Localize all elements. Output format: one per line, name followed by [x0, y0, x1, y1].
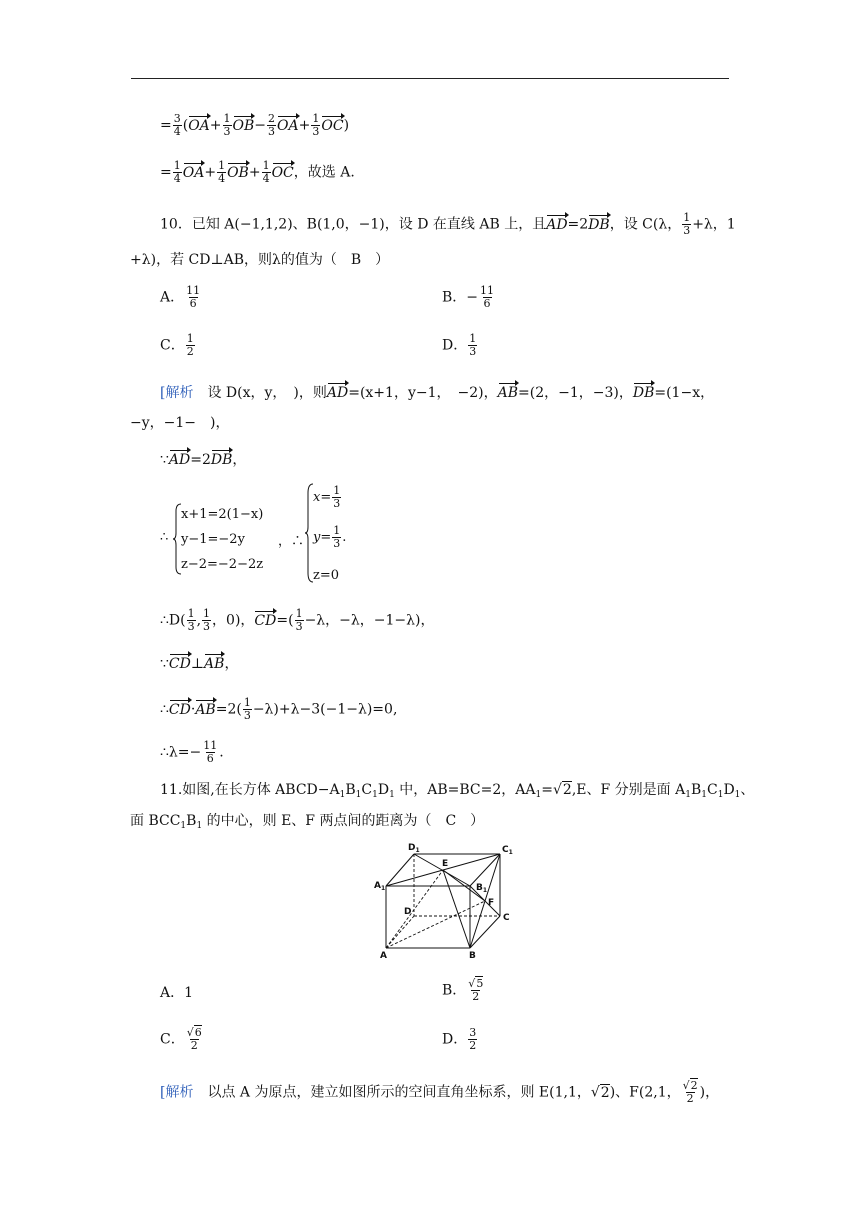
fraction — [187, 608, 196, 633]
vector-db: DB — [588, 216, 610, 233]
text: =2 — [190, 452, 211, 468]
vector-cd: CD — [168, 656, 191, 672]
denominator: 3 — [333, 537, 341, 550]
text: ⊥ — [190, 656, 205, 672]
solution-line-1 — [160, 113, 349, 138]
fraction — [262, 160, 271, 185]
text: D — [723, 782, 735, 798]
denominator: 3 — [268, 125, 276, 138]
denominator: 3 — [203, 620, 211, 633]
vector-ab: AB — [497, 385, 518, 401]
line-eb — [443, 870, 470, 948]
subscript: 1 — [701, 790, 707, 800]
text: 设 D(x，y， )，则 — [193, 385, 327, 401]
fraction — [311, 113, 320, 138]
q10-option-b[interactable] — [442, 285, 496, 310]
denominator: 3 — [187, 620, 195, 633]
fraction — [295, 608, 304, 633]
denominator: 3 — [223, 125, 231, 138]
label-f: F — [488, 898, 495, 908]
subscript: 1 — [685, 790, 691, 800]
q11-solution-line — [160, 1080, 719, 1105]
text: =( — [276, 612, 294, 629]
radicand: 6 — [194, 1026, 202, 1039]
label-d: D — [404, 907, 412, 917]
solution-tag: [解析 — [160, 385, 194, 401]
text: = — [160, 164, 172, 181]
text: + — [248, 164, 261, 181]
numerator: 1 — [262, 159, 270, 172]
option-label: B．− — [442, 289, 479, 306]
radicand: 2 — [690, 1079, 698, 1092]
vector-ab: AB — [204, 656, 225, 672]
vector-oc: OC — [271, 164, 294, 181]
denominator: 2 — [472, 990, 480, 1003]
text: 10．已知 A(−1,1,2)、B(1,0，−1)，设 D 在直线 AB 上，且 — [160, 216, 547, 233]
text: =(1−x， — [654, 385, 715, 401]
q10-option-c[interactable] — [160, 333, 196, 358]
option-label: B． — [442, 982, 467, 999]
text: B — [186, 813, 197, 829]
q11-option-b[interactable] — [442, 978, 485, 1003]
fraction — [202, 608, 211, 633]
text: =(2，−1，−3)， — [518, 385, 633, 401]
option-label: D． — [442, 1031, 468, 1048]
label-b: B — [469, 951, 476, 961]
fraction — [467, 978, 484, 1003]
radicand: 5 — [476, 977, 484, 990]
text: x= — [313, 490, 332, 505]
q11-stem-line-1 — [160, 782, 754, 803]
subscript: 1 — [734, 790, 741, 800]
sqrt-symbol: √ — [590, 1084, 600, 1101]
fraction — [479, 285, 495, 310]
q10-answer-line — [160, 740, 224, 765]
numerator: 1 — [333, 524, 341, 537]
solution-tag: [解析 — [160, 1084, 194, 1101]
text: 中，AB=BC=2，AA — [394, 782, 536, 798]
label-c1: $C_1$ — [502, 845, 513, 856]
denominator: 4 — [262, 172, 270, 185]
subscript: 1 — [389, 790, 395, 800]
text: ( — [182, 117, 189, 134]
text: ， — [224, 656, 239, 672]
subscript: 1 — [180, 821, 187, 831]
text: y= — [313, 530, 332, 545]
label-d1: $D_1$ — [408, 843, 420, 854]
numerator: 1 — [218, 159, 226, 172]
therefore-symbol: ∴ — [160, 530, 169, 545]
q11-option-a[interactable]: A．1 — [160, 985, 194, 1001]
text: ∵ — [160, 656, 169, 672]
q10-option-a[interactable] — [160, 285, 202, 310]
fraction — [173, 113, 182, 138]
text: − — [254, 117, 267, 134]
denominator: 3 — [243, 709, 251, 722]
vector-cd: CD — [168, 701, 191, 718]
text: C — [361, 782, 373, 798]
denominator: 3 — [295, 620, 303, 633]
text: =2 — [567, 216, 589, 233]
header-rule — [131, 78, 729, 79]
q10-solution-line-2: −y，−1− )， — [130, 415, 230, 431]
text: +λ，1 — [692, 216, 736, 233]
denominator: 3 — [683, 224, 691, 237]
solution-line-2 — [160, 160, 355, 185]
label-c: C — [503, 913, 510, 923]
numerator: 11 — [480, 284, 495, 297]
denominator: 6 — [206, 752, 214, 765]
vector-oc: OC — [321, 117, 344, 134]
text: D — [377, 782, 390, 798]
numerator: 2 — [268, 112, 276, 125]
denominator: 3 — [312, 125, 320, 138]
text: C — [706, 782, 718, 798]
vector-ob: OB — [232, 117, 255, 134]
q10-solution-line-1 — [160, 385, 714, 401]
text: , — [196, 612, 202, 629]
vector-ob: OB — [227, 164, 249, 181]
hidden-edge-ad — [386, 916, 414, 948]
fraction — [223, 113, 232, 138]
q10-option-d[interactable] — [442, 333, 478, 358]
vector-oa: OA — [277, 117, 299, 134]
q10-since-line — [160, 452, 246, 468]
sqrt-symbol: √ — [552, 782, 562, 798]
numerator: 1 — [295, 607, 303, 620]
text: 、 — [740, 782, 755, 798]
fraction — [468, 333, 477, 358]
equation-1: x+1=2(1−x) — [181, 507, 264, 522]
denominator: 3 — [469, 345, 477, 358]
option-label: D． — [442, 337, 468, 354]
label-a1: $A_1$ — [374, 881, 386, 892]
text: )， — [699, 1084, 720, 1101]
text: + — [298, 117, 311, 134]
label-e: E — [442, 859, 449, 869]
vector-oa: OA — [188, 117, 210, 134]
fraction — [185, 285, 201, 310]
vector-cd: CD — [254, 612, 277, 629]
text: ∴λ=− — [160, 744, 202, 761]
vector-db: DB — [210, 452, 233, 468]
numerator: 1 — [312, 112, 320, 125]
numerator: 1 — [469, 332, 477, 345]
numerator: 3 — [173, 112, 181, 125]
vector-ad: AD — [326, 385, 349, 401]
denominator: 4 — [173, 172, 181, 185]
numerator: 1 — [173, 159, 181, 172]
vector-db: DB — [632, 385, 655, 401]
denominator: 2 — [186, 345, 194, 358]
fraction — [682, 212, 691, 237]
q10-perp-line — [160, 656, 238, 672]
subscript: 1 — [372, 790, 378, 800]
text: + — [209, 117, 222, 134]
text: 11.如图,在长方体 ABCD−A — [160, 782, 340, 798]
text: ，故选 A. — [293, 164, 355, 181]
denominator: 3 — [333, 497, 341, 510]
text: ， — [232, 452, 247, 468]
subscript: 1 — [717, 790, 724, 800]
equation-2: y−1=−2y — [181, 532, 245, 547]
edge-bc — [470, 916, 500, 948]
text: . — [219, 744, 224, 761]
text: ∴D( — [160, 612, 186, 629]
numerator: 3 — [469, 1026, 477, 1039]
denominator: 2 — [190, 1039, 198, 1052]
text: 的中心，则 E、F 两点间的距离为（ C ） — [202, 813, 485, 829]
radicand: 2 — [600, 1084, 610, 1101]
numerator: 1 — [223, 112, 231, 125]
fraction — [186, 333, 195, 358]
text: ∴ — [160, 701, 169, 718]
denominator: 4 — [218, 172, 226, 185]
text: . — [342, 530, 347, 545]
text: ∵ — [160, 452, 169, 468]
vector-oa: OA — [182, 164, 205, 181]
q10-dot-product-line — [160, 697, 397, 722]
fraction — [186, 1027, 203, 1052]
subscript: 1 — [196, 821, 203, 831]
text: ，设 C(λ， — [609, 216, 682, 233]
equation-3: z−2=−2−2z — [181, 557, 264, 572]
hidden-line-ae — [386, 870, 443, 948]
subscript: 1 — [355, 790, 362, 800]
denominator: 6 — [189, 297, 197, 310]
option-label: A． — [160, 289, 185, 306]
fraction — [217, 160, 226, 185]
text: = — [541, 782, 553, 798]
cuboid-figure — [370, 838, 520, 963]
fraction — [682, 1080, 699, 1105]
text: ，0)， — [212, 612, 255, 629]
vector-ab: AB — [195, 701, 216, 718]
numerator: 1 — [187, 607, 195, 620]
fraction — [468, 1027, 477, 1052]
numerator: √5 — [468, 977, 484, 990]
solution-y — [313, 525, 346, 550]
fraction — [202, 740, 218, 765]
edge-b1c1 — [470, 854, 500, 886]
numerator: 11 — [186, 284, 201, 297]
vector-ad: AD — [168, 452, 191, 468]
numerator: 1 — [203, 607, 211, 620]
text: = — [160, 117, 172, 134]
radicand: 2 — [562, 782, 572, 798]
text: ) — [343, 117, 350, 134]
numerator: √2 — [682, 1079, 698, 1092]
subscript: 1 — [535, 790, 542, 800]
fraction — [173, 160, 182, 185]
fraction — [267, 113, 276, 138]
text: 以点 A 为原点，建立如图所示的空间直角坐标系，则 E(1,1， — [193, 1084, 591, 1101]
numerator: 1 — [243, 696, 251, 709]
solution-z: z=0 — [313, 568, 340, 583]
q10-stem-line-2: +λ)，若 CD⊥AB，则λ的值为（ B ） — [130, 252, 390, 268]
text: 面 BCC — [130, 813, 181, 829]
q10-stem-line-1 — [160, 212, 736, 237]
fraction — [332, 485, 341, 510]
text: B — [690, 782, 702, 798]
denominator: 2 — [469, 1039, 477, 1052]
text: · — [190, 701, 196, 718]
therefore-comma: ，∴ — [278, 534, 305, 549]
subscript: 1 — [339, 790, 346, 800]
option-label: C． — [160, 337, 185, 354]
text: B — [345, 782, 356, 798]
text: =(x+1，y−1， −2)， — [348, 385, 498, 401]
q11-stem-line-2 — [130, 813, 484, 834]
numerator: 11 — [203, 739, 218, 752]
vector-ad: AD — [546, 216, 568, 233]
text: −λ)+λ−3(−1−λ)=0, — [252, 701, 398, 718]
label-a: A — [380, 951, 387, 961]
denominator: 4 — [173, 125, 181, 138]
q10-d-coordinates — [160, 608, 434, 633]
text: )、F(2,1， — [609, 1084, 681, 1101]
text: ,E、F 分别是面 A — [571, 782, 686, 798]
numerator: 1 — [333, 484, 341, 497]
option-label: C． — [160, 1031, 185, 1048]
q11-option-c[interactable] — [160, 1027, 204, 1052]
edge-a1d1 — [386, 854, 414, 886]
label-b1: $B_1$ — [476, 883, 488, 894]
fraction — [332, 525, 341, 550]
solution-x — [313, 485, 342, 510]
text: =2( — [215, 701, 242, 718]
q11-option-d[interactable] — [442, 1027, 478, 1052]
text: + — [204, 164, 217, 181]
numerator: √6 — [186, 1026, 202, 1039]
denominator: 6 — [483, 297, 491, 310]
denominator: 2 — [686, 1092, 694, 1105]
fraction — [243, 697, 252, 722]
text: −λ，−λ，−1−λ)， — [304, 612, 435, 629]
numerator: 1 — [683, 211, 691, 224]
numerator: 1 — [186, 332, 194, 345]
